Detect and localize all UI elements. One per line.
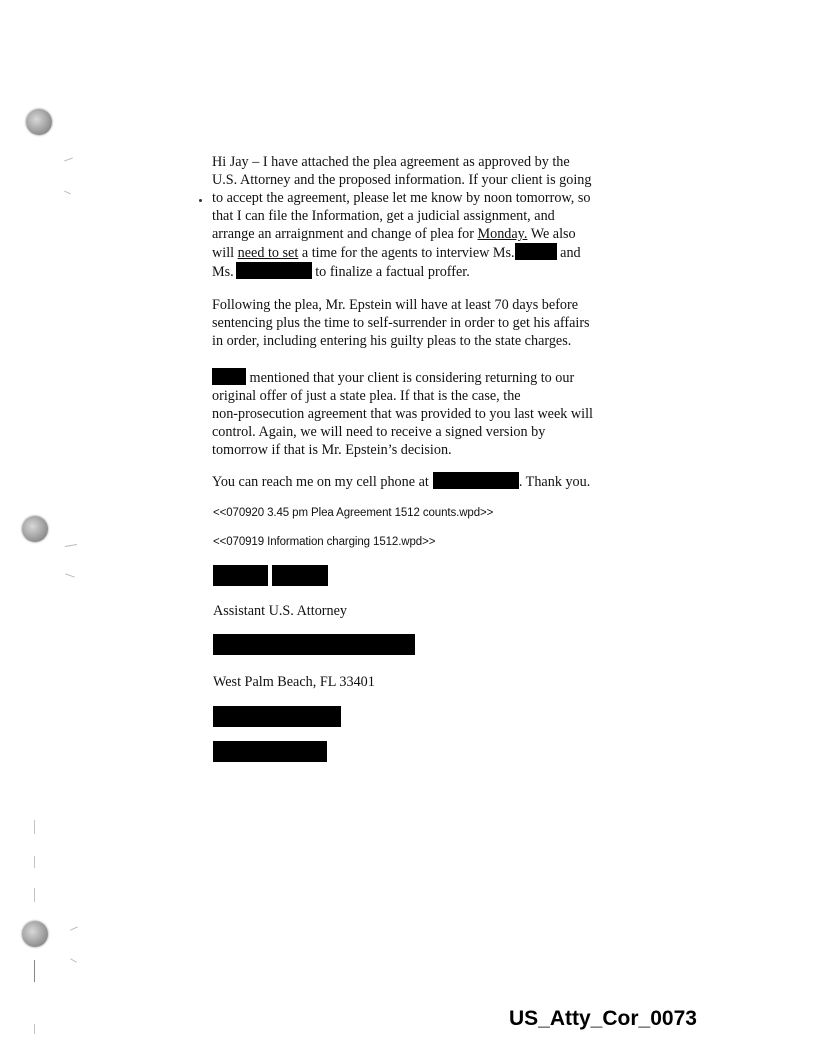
stray-dot: [199, 199, 202, 202]
scan-mark: [65, 544, 77, 547]
attachment-line: <<070920 3.45 pm Plea Agreement 1512 counts.wpd>>: [213, 507, 494, 519]
redaction-box: [213, 741, 327, 762]
redaction-box: [433, 472, 519, 489]
scan-mark: [70, 958, 77, 962]
email-paragraph-3: [212, 368, 632, 459]
text-segment: will: [212, 245, 238, 261]
text-segment: Ms.: [212, 264, 234, 280]
text-line: [212, 472, 632, 491]
text-segment: to finalize a factual proffer.: [311, 264, 470, 280]
redaction-box: [212, 368, 246, 385]
text-line: control. Again, we will need to receive a signed version by: [212, 424, 546, 440]
text-line: non-prosecution agreement that was provided to you last week will: [212, 406, 593, 422]
text-line: original offer of just a state plea. If that is the case, the: [212, 388, 521, 404]
scan-mark: [64, 191, 71, 195]
email-paragraph-2: [212, 296, 632, 350]
punch-hole-middle: [22, 516, 48, 542]
text-segment: and: [556, 245, 581, 261]
text-line: that I can file the Information, get a judicial assignment, and: [212, 208, 555, 224]
attachment-line: <<070919 Information charging 1512.wpd>>: [213, 536, 436, 548]
text-line: [212, 368, 632, 387]
scan-mark: [34, 960, 35, 982]
scan-mark: [65, 573, 75, 577]
text-line: [212, 262, 632, 281]
text-segment: You can reach me on my cell phone at: [212, 474, 429, 490]
text-line: [212, 243, 632, 262]
text-line: tomorrow if that is Mr. Epstein’s decision.: [212, 442, 452, 458]
punch-hole-bottom: [22, 921, 48, 947]
punch-hole-top: [26, 109, 52, 135]
redaction-box: [213, 565, 268, 586]
underlined-text: need to set: [237, 245, 299, 261]
text-line: sentencing plus the time to self-surrender in order to get his affairs: [212, 315, 590, 331]
email-paragraph-1: [212, 153, 632, 281]
text-line: U.S. Attorney and the proposed information. If your client is going: [212, 172, 592, 188]
redaction-box: [515, 243, 557, 260]
underlined-text: Monday.: [477, 226, 528, 242]
scan-mark: [64, 157, 73, 161]
scan-mark: [34, 888, 35, 902]
signature-title: Assistant U.S. Attorney: [213, 603, 347, 619]
redaction-box: [213, 706, 341, 727]
text-segment: mentioned that your client is considering returning to our: [246, 370, 575, 386]
text-segment: We also: [527, 226, 576, 242]
text-line: in order, including entering his guilty pleas to the state charges.: [212, 333, 572, 349]
email-paragraph-4: [212, 472, 632, 491]
scan-mark: [34, 1024, 35, 1034]
redaction-box: [236, 262, 312, 279]
text-segment: a time for the agents to interview Ms.: [298, 245, 515, 261]
redaction-box: [213, 634, 415, 655]
text-line: Hi Jay – I have attached the plea agreement as approved by the: [212, 154, 570, 170]
text-segment: . Thank you.: [518, 474, 591, 490]
signature-city: West Palm Beach, FL 33401: [213, 674, 375, 690]
text-segment: arrange an arraignment and change of plea for: [212, 226, 478, 242]
text-line: [212, 225, 632, 243]
text-line: to accept the agreement, please let me know by noon tomorrow, so: [212, 190, 591, 206]
scan-mark: [70, 926, 78, 930]
scan-mark: [34, 820, 35, 834]
bates-number: US_Atty_Cor_0073: [509, 1007, 697, 1030]
redaction-box: [272, 565, 328, 586]
text-line: Following the plea, Mr. Epstein will have at least 70 days before: [212, 297, 579, 313]
scan-mark: [34, 856, 35, 868]
